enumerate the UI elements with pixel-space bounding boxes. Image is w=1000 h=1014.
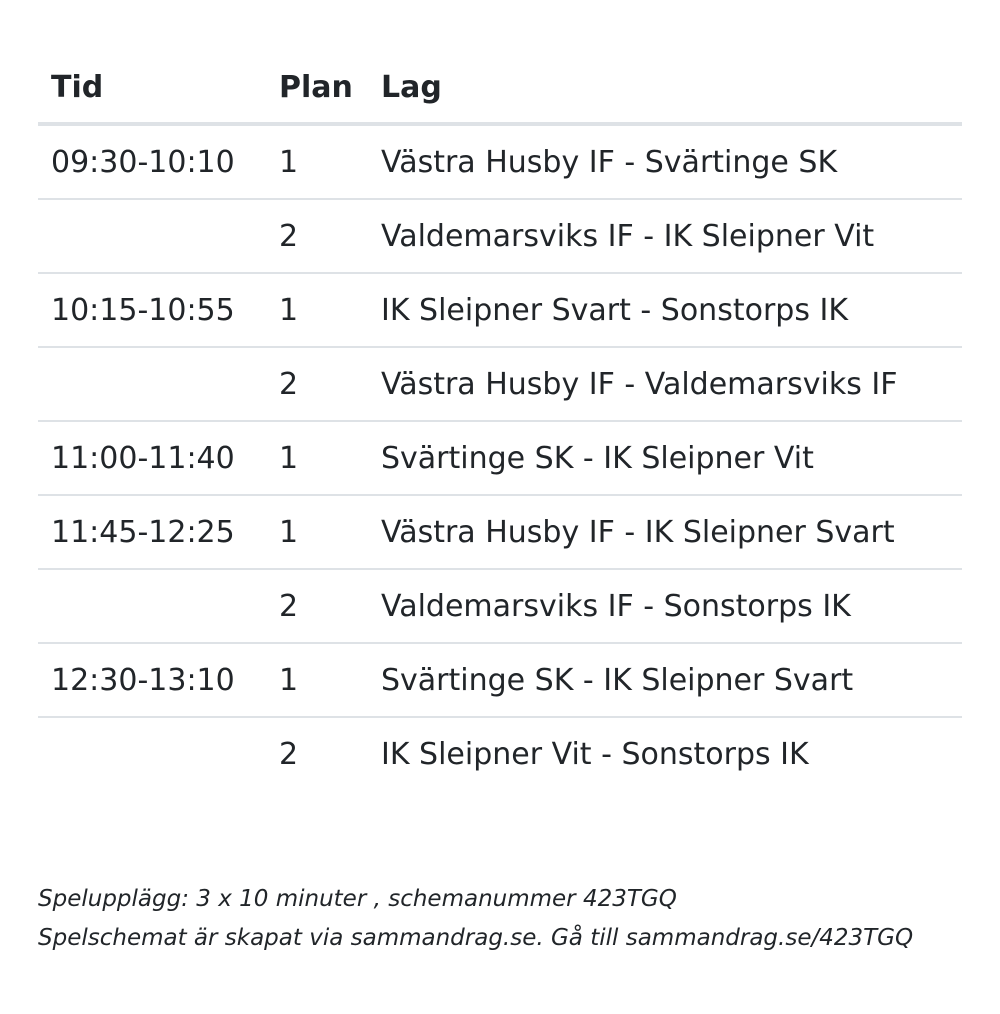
table-row [38, 495, 962, 569]
schedule-footer [38, 880, 978, 958]
table-row [38, 643, 962, 717]
cell-plan: 2 [266, 199, 368, 273]
cell-plan: 2 [266, 569, 368, 643]
cell-plan: 1 [266, 273, 368, 347]
header-lag: Lag [368, 52, 962, 124]
schedule-table [38, 52, 962, 790]
schedule-table-container [38, 52, 962, 790]
header-plan: Plan [266, 52, 368, 124]
cell-tid [38, 199, 266, 273]
cell-tid [38, 347, 266, 421]
cell-lag: Valdemarsviks IF - Sonstorps IK [368, 569, 962, 643]
cell-tid: 12:30-13:10 [38, 643, 266, 717]
header-tid: Tid [38, 52, 266, 124]
cell-plan: 1 [266, 643, 368, 717]
footer-schedule-info: Spelupplägg: 3 x 10 minuter , schemanummer 423TGQ [38, 886, 677, 912]
cell-tid: 11:45-12:25 [38, 495, 266, 569]
cell-plan: 1 [266, 495, 368, 569]
cell-lag: Valdemarsviks IF - IK Sleipner Vit [368, 199, 962, 273]
table-header [38, 52, 962, 124]
cell-plan: 1 [266, 421, 368, 495]
table-row [38, 421, 962, 495]
cell-plan: 2 [279, 736, 299, 772]
cell-lag: Västra Husby IF - Svärtinge SK [368, 124, 962, 199]
footer-source-note: Spelschemat är skapat via sammandrag.se. Gå till sammandrag.se/423TGQ [38, 925, 914, 951]
cell-lag: Svärtinge SK - IK Sleipner Vit [368, 421, 962, 495]
cell-tid [38, 569, 266, 643]
cell-lag: Svärtinge SK - IK Sleipner Svart [368, 643, 962, 717]
header-row [38, 52, 962, 124]
cell-tid: 11:00-11:40 [38, 421, 266, 495]
table-body [38, 124, 962, 790]
cell-lag: IK Sleipner Vit - Sonstorps IK [381, 736, 809, 772]
cell-tid: 09:30-10:10 [38, 124, 266, 199]
table-row [38, 273, 962, 347]
table-row [38, 124, 962, 199]
table-row [38, 347, 962, 421]
cell-lag: Västra Husby IF - Valdemarsviks IF [368, 347, 962, 421]
cell-lag: Västra Husby IF - IK Sleipner Svart [368, 495, 962, 569]
cell-tid [38, 717, 266, 790]
cell-tid: 10:15-10:55 [38, 273, 266, 347]
table-row [38, 569, 962, 643]
table-row [38, 717, 962, 790]
cell-plan: 1 [266, 124, 368, 199]
table-row [38, 199, 962, 273]
cell-plan: 2 [266, 347, 368, 421]
cell-lag: IK Sleipner Svart - Sonstorps IK [368, 273, 962, 347]
